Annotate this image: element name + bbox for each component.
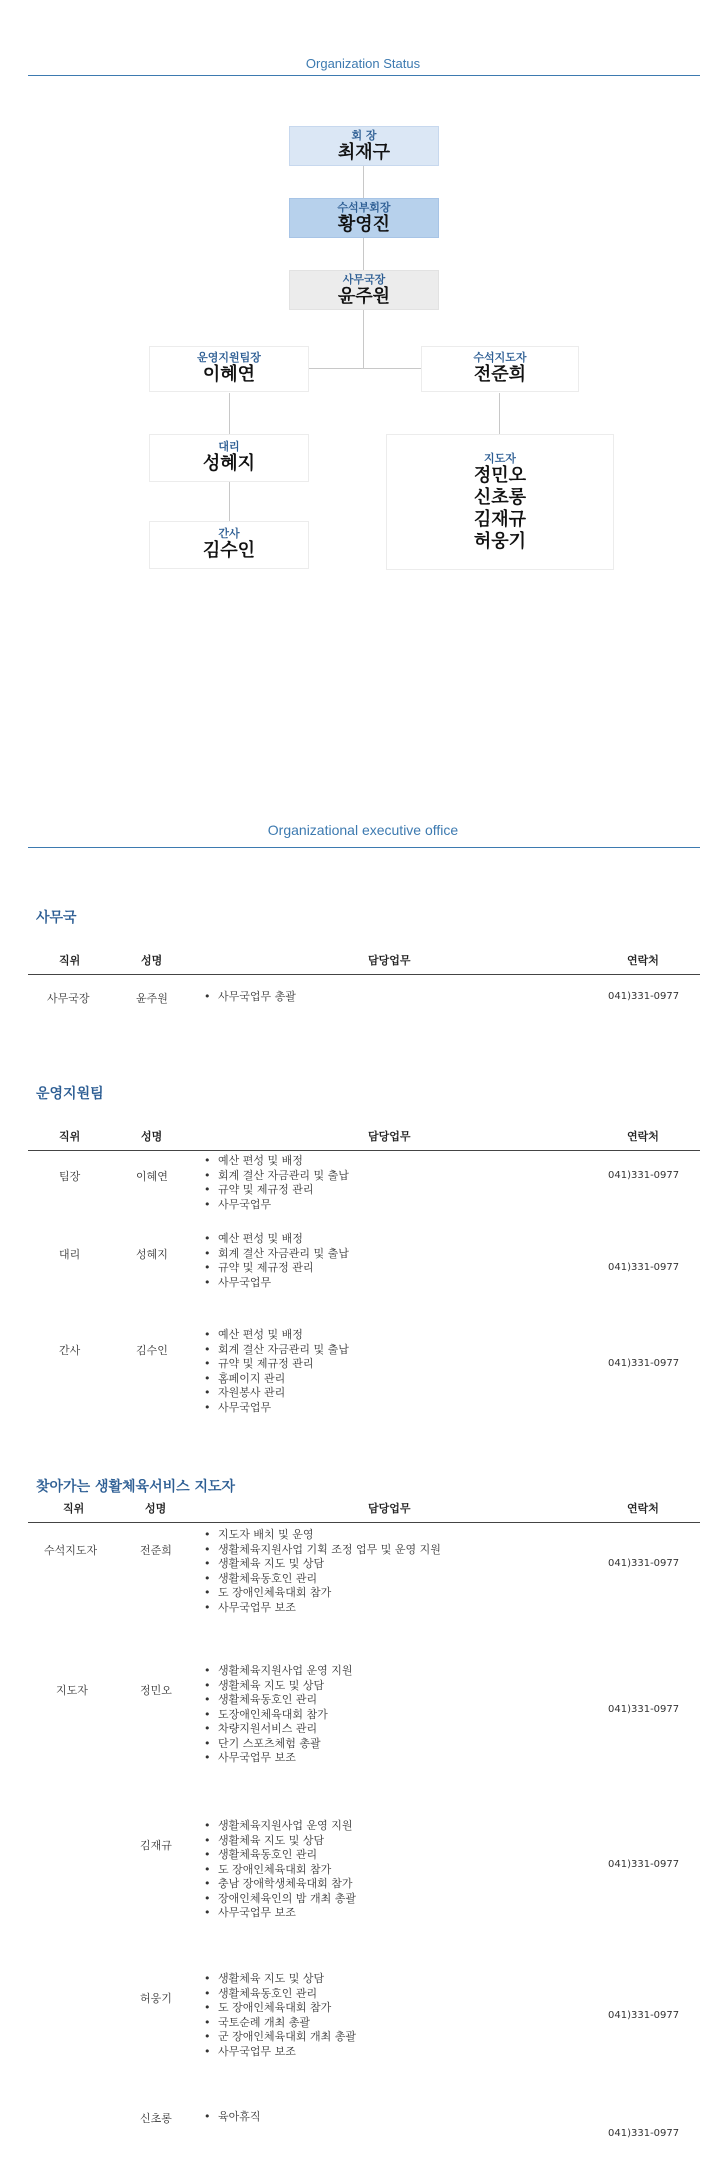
duty-item: • 군 장애인체육대회 개최 총괄 [204,2030,356,2045]
header-position: 직위 [59,1130,81,1143]
duty-item: • 지도자 배치 및 운영 [204,1528,441,1543]
connector-line [307,368,421,369]
cell-contact: 041)331-0977 [608,1704,680,1715]
staff-table-office [28,946,700,1005]
ops-team-lead-name: 이혜연 [202,364,256,385]
duty-item: • 생활체육동호인 관리 [204,1987,356,2002]
duty-item: • 생활체육 지도 및 상담 [204,1679,353,1694]
cell-position: 대리 [59,1248,81,1261]
connector-line [499,393,500,434]
header-position: 직위 [63,1502,85,1515]
duty-item: • 사무국업무 [204,1401,349,1416]
senior-vp-name: 황영진 [337,214,391,235]
cell-position: 수석지도자 [44,1544,98,1557]
cell-duties [204,1328,349,1415]
table-header [28,946,700,975]
deputy-box [149,434,309,482]
cell-contact: 041)331-0977 [608,1262,680,1273]
duty-item: • 사무국업무 보조 [204,1601,441,1616]
duty-item: • 회계 결산 자금관리 및 출납 [204,1169,349,1184]
cell-contact: 041)331-0977 [608,1859,680,1870]
duty-item: • 회계 결산 자금관리 및 출납 [204,1343,349,1358]
exec-office-rule [28,847,700,848]
header-contact: 연락처 [627,954,659,967]
duty-item: • 생활체육지원사업 운영 지원 [204,1819,356,1834]
duty-item: • 국토순례 개최 총괄 [204,2016,356,2031]
cell-name: 전준희 [140,1544,172,1557]
duty-item: • 충남 장애학생체육대회 참가 [204,1877,356,1892]
duty-item: • 장애인체육인의 밤 개최 총괄 [204,1892,356,1907]
cell-duties [204,1819,356,1921]
staff-table-ops [28,1122,700,1414]
senior-vp-role: 수석부회장 [337,201,391,214]
cell-duties [204,990,296,1005]
duty-item: • 도장애인체육대회 참가 [204,1708,353,1723]
duty-item: • 생활체육동호인 관리 [204,1693,353,1708]
cell-position: 팀장 [59,1170,81,1183]
duty-item: • 도 장애인체육대회 참가 [204,1586,441,1601]
secretary-general-name: 윤주원 [337,286,391,307]
chief-coach-box [421,346,579,392]
duty-item: • 생활체육동호인 관리 [204,1848,356,1863]
clerk-name: 김수인 [202,540,256,561]
cell-position: 간사 [59,1344,81,1357]
duty-item: • 회계 결산 자금관리 및 출납 [204,1247,349,1262]
cell-duties [204,1232,349,1290]
duty-item: • 생활체육 지도 및 상담 [204,1972,356,1987]
duty-item: • 도 장애인체육대회 참가 [204,2001,356,2016]
coaches-role: 지도자 [484,452,516,465]
header-position: 직위 [59,954,81,967]
header-duties: 담당업무 [368,1502,411,1515]
org-status-rule [28,75,700,76]
cell-position: 사무국장 [47,992,90,1005]
duty-item: • 예산 편성 및 배정 [204,1154,349,1169]
coach-name: 정민오 [473,465,527,486]
president-role: 회 장 [351,129,377,142]
duty-item: • 생활체육 지도 및 상담 [204,1557,441,1572]
deputy-role: 대리 [218,440,240,453]
duty-item: • 사무국업무 [204,1276,349,1291]
connector-line [363,165,364,201]
cell-duties [204,1972,356,2059]
connector-line [363,309,364,369]
duty-item: • 생활체육지원사업 기획 조정 업무 및 운영 지원 [204,1543,441,1558]
cell-duties [204,1154,349,1212]
ops-team-lead-box [149,346,309,392]
cell-contact: 041)331-0977 [608,1558,680,1569]
coach-name: 김재규 [473,509,527,530]
cell-duties [204,1528,441,1615]
ops-team-lead-role: 운영지원팀장 [197,351,261,364]
duty-item: • 규약 및 제규정 관리 [204,1183,349,1198]
header-name: 성명 [145,1502,167,1515]
duty-item: • 생활체육동호인 관리 [204,1572,441,1587]
table-header [28,1122,700,1151]
duty-item: • 사무국업무 보조 [204,1906,356,1921]
org-status-title: Organization Status [305,56,421,71]
duty-item: • 예산 편성 및 배정 [204,1232,349,1247]
cell-name: 윤주원 [136,992,168,1005]
duty-item: • 육아휴직 [204,2110,261,2125]
duty-item: • 규약 및 제규정 관리 [204,1261,349,1276]
cell-name: 정민오 [140,1684,172,1697]
header-contact: 연락처 [627,1130,659,1143]
cell-contact: 041)331-0977 [608,2010,680,2021]
staff-table-coaches [28,1494,700,2139]
secretary-general-box [289,270,439,310]
header-name: 성명 [141,954,163,967]
cell-name: 허웅기 [140,1992,172,2005]
header-contact: 연락처 [627,1502,659,1515]
header-duties: 담당업무 [368,954,411,967]
duty-item: • 차량지원서비스 관리 [204,1722,353,1737]
duty-item: • 홈페이지 관리 [204,1372,349,1387]
duty-item: • 사무국업무 보조 [204,1751,353,1766]
cell-contact: 041)331-0977 [608,1358,680,1369]
cell-contact: 041)331-0977 [608,991,680,1002]
duty-item: • 생활체육 지도 및 상담 [204,1834,356,1849]
deputy-name: 성혜지 [202,453,256,474]
table-header [28,1494,700,1523]
clerk-box [149,521,309,569]
duty-item: • 규약 및 제규정 관리 [204,1357,349,1372]
chief-coach-role: 수석지도자 [473,351,527,364]
cell-name: 신초롱 [140,2112,172,2125]
coach-name: 허웅기 [473,531,527,552]
senior-vp-box [289,198,439,238]
header-duties: 담당업무 [368,1130,411,1143]
duty-item: • 사무국업무 [204,1198,349,1213]
coach-name: 신초롱 [473,487,527,508]
duty-item: • 사무국업무 총괄 [204,990,296,1005]
duty-item: • 도 장애인체육대회 참가 [204,1863,356,1878]
duty-item: • 예산 편성 및 배정 [204,1328,349,1343]
connector-line [363,237,364,272]
header-name: 성명 [141,1130,163,1143]
connector-line [229,481,230,521]
cell-name: 이혜연 [136,1170,168,1183]
group-title: 찾아가는 생활체육서비스 지도자 [36,1479,236,1495]
cell-position: 지도자 [56,1684,88,1697]
cell-name: 김수인 [136,1344,168,1357]
connector-line [229,393,230,434]
cell-duties [204,2110,261,2125]
coaches-box [386,434,614,570]
president-name: 최재구 [337,142,391,163]
chief-coach-name: 전준희 [473,364,527,385]
cell-duties [204,1664,353,1766]
group-title: 사무국 [36,910,77,926]
duty-item: • 사무국업무 보조 [204,2045,356,2060]
cell-name: 김재규 [140,1839,172,1852]
group-title: 운영지원팀 [36,1086,104,1102]
duty-item: • 생활체육지원사업 운영 지원 [204,1664,353,1679]
clerk-role: 간사 [218,527,240,540]
duty-item: • 자원봉사 관리 [204,1386,349,1401]
cell-name: 성혜지 [136,1248,168,1261]
president-box [289,126,439,166]
secretary-general-role: 사무국장 [342,273,386,286]
cell-contact: 041)331-0977 [608,2128,680,2139]
duty-item: • 단기 스포츠체험 총괄 [204,1737,353,1752]
cell-contact: 041)331-0977 [608,1170,680,1181]
exec-office-title: Organizational executive office [267,822,459,838]
